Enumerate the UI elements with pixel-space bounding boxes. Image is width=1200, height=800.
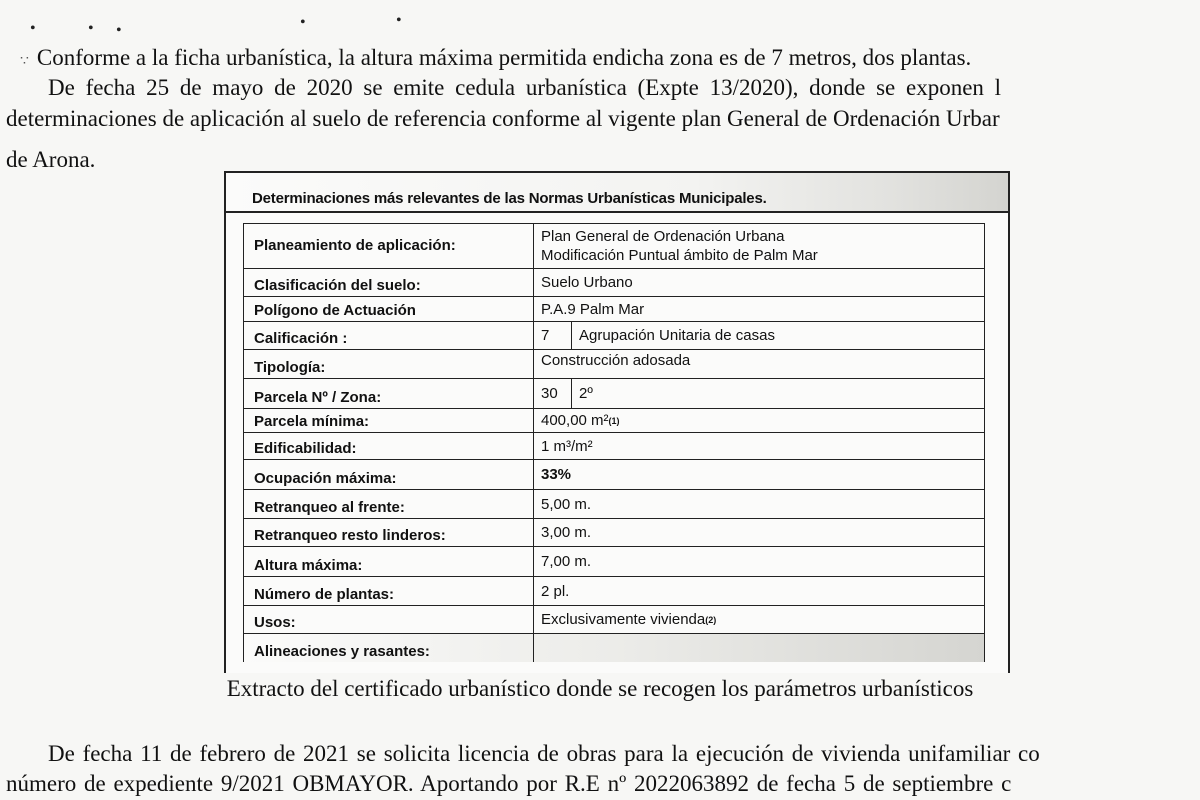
footnote-ref: (1) — [608, 415, 620, 426]
zone-description: Agrupación Unitaria de casas — [579, 327, 775, 344]
bullet-mark: ∵ — [20, 54, 29, 69]
scan-speck: • — [88, 20, 94, 37]
value-text: 400,00 m² — [541, 412, 609, 429]
row-value: 7,00 m. — [541, 553, 592, 570]
figure-caption: Extracto del certificado urbanístico donde se recogen los parámetros urbanísticos — [226, 676, 974, 701]
zone-code: 7 — [534, 322, 572, 349]
paragraph-1-text: Conforme a la ficha urbanística, la altura máxima permitida endicha zona es de 7 metros, dos plantas. — [36, 45, 972, 70]
table-row — [244, 577, 984, 606]
table-row — [244, 606, 984, 634]
row-value — [534, 379, 984, 408]
row-label: Retranqueo al frente: — [244, 490, 534, 518]
scan-speck: • — [300, 14, 306, 31]
scan-speck: • — [116, 22, 122, 39]
table-row — [244, 409, 984, 433]
parcel-zone: 2º — [579, 385, 593, 402]
row-label: Polígono de Actuación — [244, 297, 534, 321]
row-label: Altura máxima: — [244, 547, 534, 576]
row-label: Parcela Nº / Zona: — [244, 379, 534, 408]
table-row — [244, 519, 984, 547]
scan-speck: • — [30, 20, 36, 37]
table-row — [244, 634, 984, 662]
table-row — [244, 433, 984, 460]
row-label: Alineaciones y rasantes: — [244, 634, 534, 662]
table-row — [244, 224, 984, 269]
parcel-number: 30 — [534, 379, 572, 408]
row-label: Planeamiento de aplicación: — [244, 224, 534, 268]
paragraph-3-line-2: número de expediente 9/2021 OBMAYOR. Aportando por R.E nº 2022063892 de fecha 5 de septiembre c — [6, 771, 1012, 796]
row-value — [534, 634, 984, 662]
row-value: Suelo Urbano — [541, 274, 633, 291]
row-label: Usos: — [244, 606, 534, 633]
row-value: P.A.9 Palm Mar — [541, 300, 645, 318]
row-label: Ocupación máxima: — [244, 460, 534, 489]
row-value: 33% — [541, 466, 572, 483]
row-value: 1 m³/m² — [541, 437, 593, 455]
row-label: Parcela mínima: — [244, 409, 534, 432]
value-line: Plan General de Ordenación Urbana — [541, 228, 785, 245]
table-row — [244, 490, 984, 519]
paragraph-2-line-3: de Arona. — [6, 147, 96, 172]
parameters-table — [243, 223, 985, 662]
row-label: Calificación : — [244, 322, 534, 349]
row-value: Construcción adosada — [541, 352, 691, 369]
table-row — [244, 297, 984, 322]
row-value: 2 pl. — [541, 582, 570, 600]
table-row — [244, 547, 984, 577]
paragraph-3-line-1: De fecha 11 de febrero de 2021 se solicita licencia de obras para la ejecución de vivienda unifamiliar co — [48, 741, 1040, 766]
certificate-title-bar — [226, 173, 1008, 213]
row-value — [534, 606, 984, 633]
value-text: Exclusivamente vivienda — [541, 611, 706, 628]
row-label: Número de plantas: — [244, 577, 534, 605]
table-row — [244, 379, 984, 409]
paragraph-2-line-1: De fecha 25 de mayo de 2020 se emite cedula urbanística (Expte 13/2020), donde se exponen l — [48, 75, 1002, 100]
footnote-ref: (2) — [705, 614, 717, 625]
row-value — [534, 224, 984, 268]
row-label: Tipología: — [244, 350, 534, 378]
scan-speck: • — [396, 12, 402, 29]
row-label: Retranqueo resto linderos: — [244, 519, 534, 546]
row-value: 3,00 m. — [541, 524, 592, 541]
table-row — [244, 350, 984, 379]
row-value — [534, 409, 984, 432]
table-row — [244, 269, 984, 297]
value-line: Modificación Puntual ámbito de Palm Mar — [541, 247, 818, 264]
table-row — [244, 322, 984, 350]
paragraph-2-line-2: determinaciones de aplicación al suelo de referencia conforme al vigente plan General de Ordenación Urbar — [6, 106, 1000, 131]
paragraph-1 — [20, 44, 971, 76]
certificate-title: Determinaciones más relevantes de las Normas Urbanísticas Municipales. — [252, 190, 767, 207]
row-value — [534, 322, 984, 349]
row-value: 5,00 m. — [541, 495, 592, 513]
certificate-extract — [224, 171, 1010, 673]
row-label: Clasificación del suelo: — [244, 269, 534, 296]
row-label: Edificabilidad: — [244, 433, 534, 459]
table-row — [244, 460, 984, 490]
